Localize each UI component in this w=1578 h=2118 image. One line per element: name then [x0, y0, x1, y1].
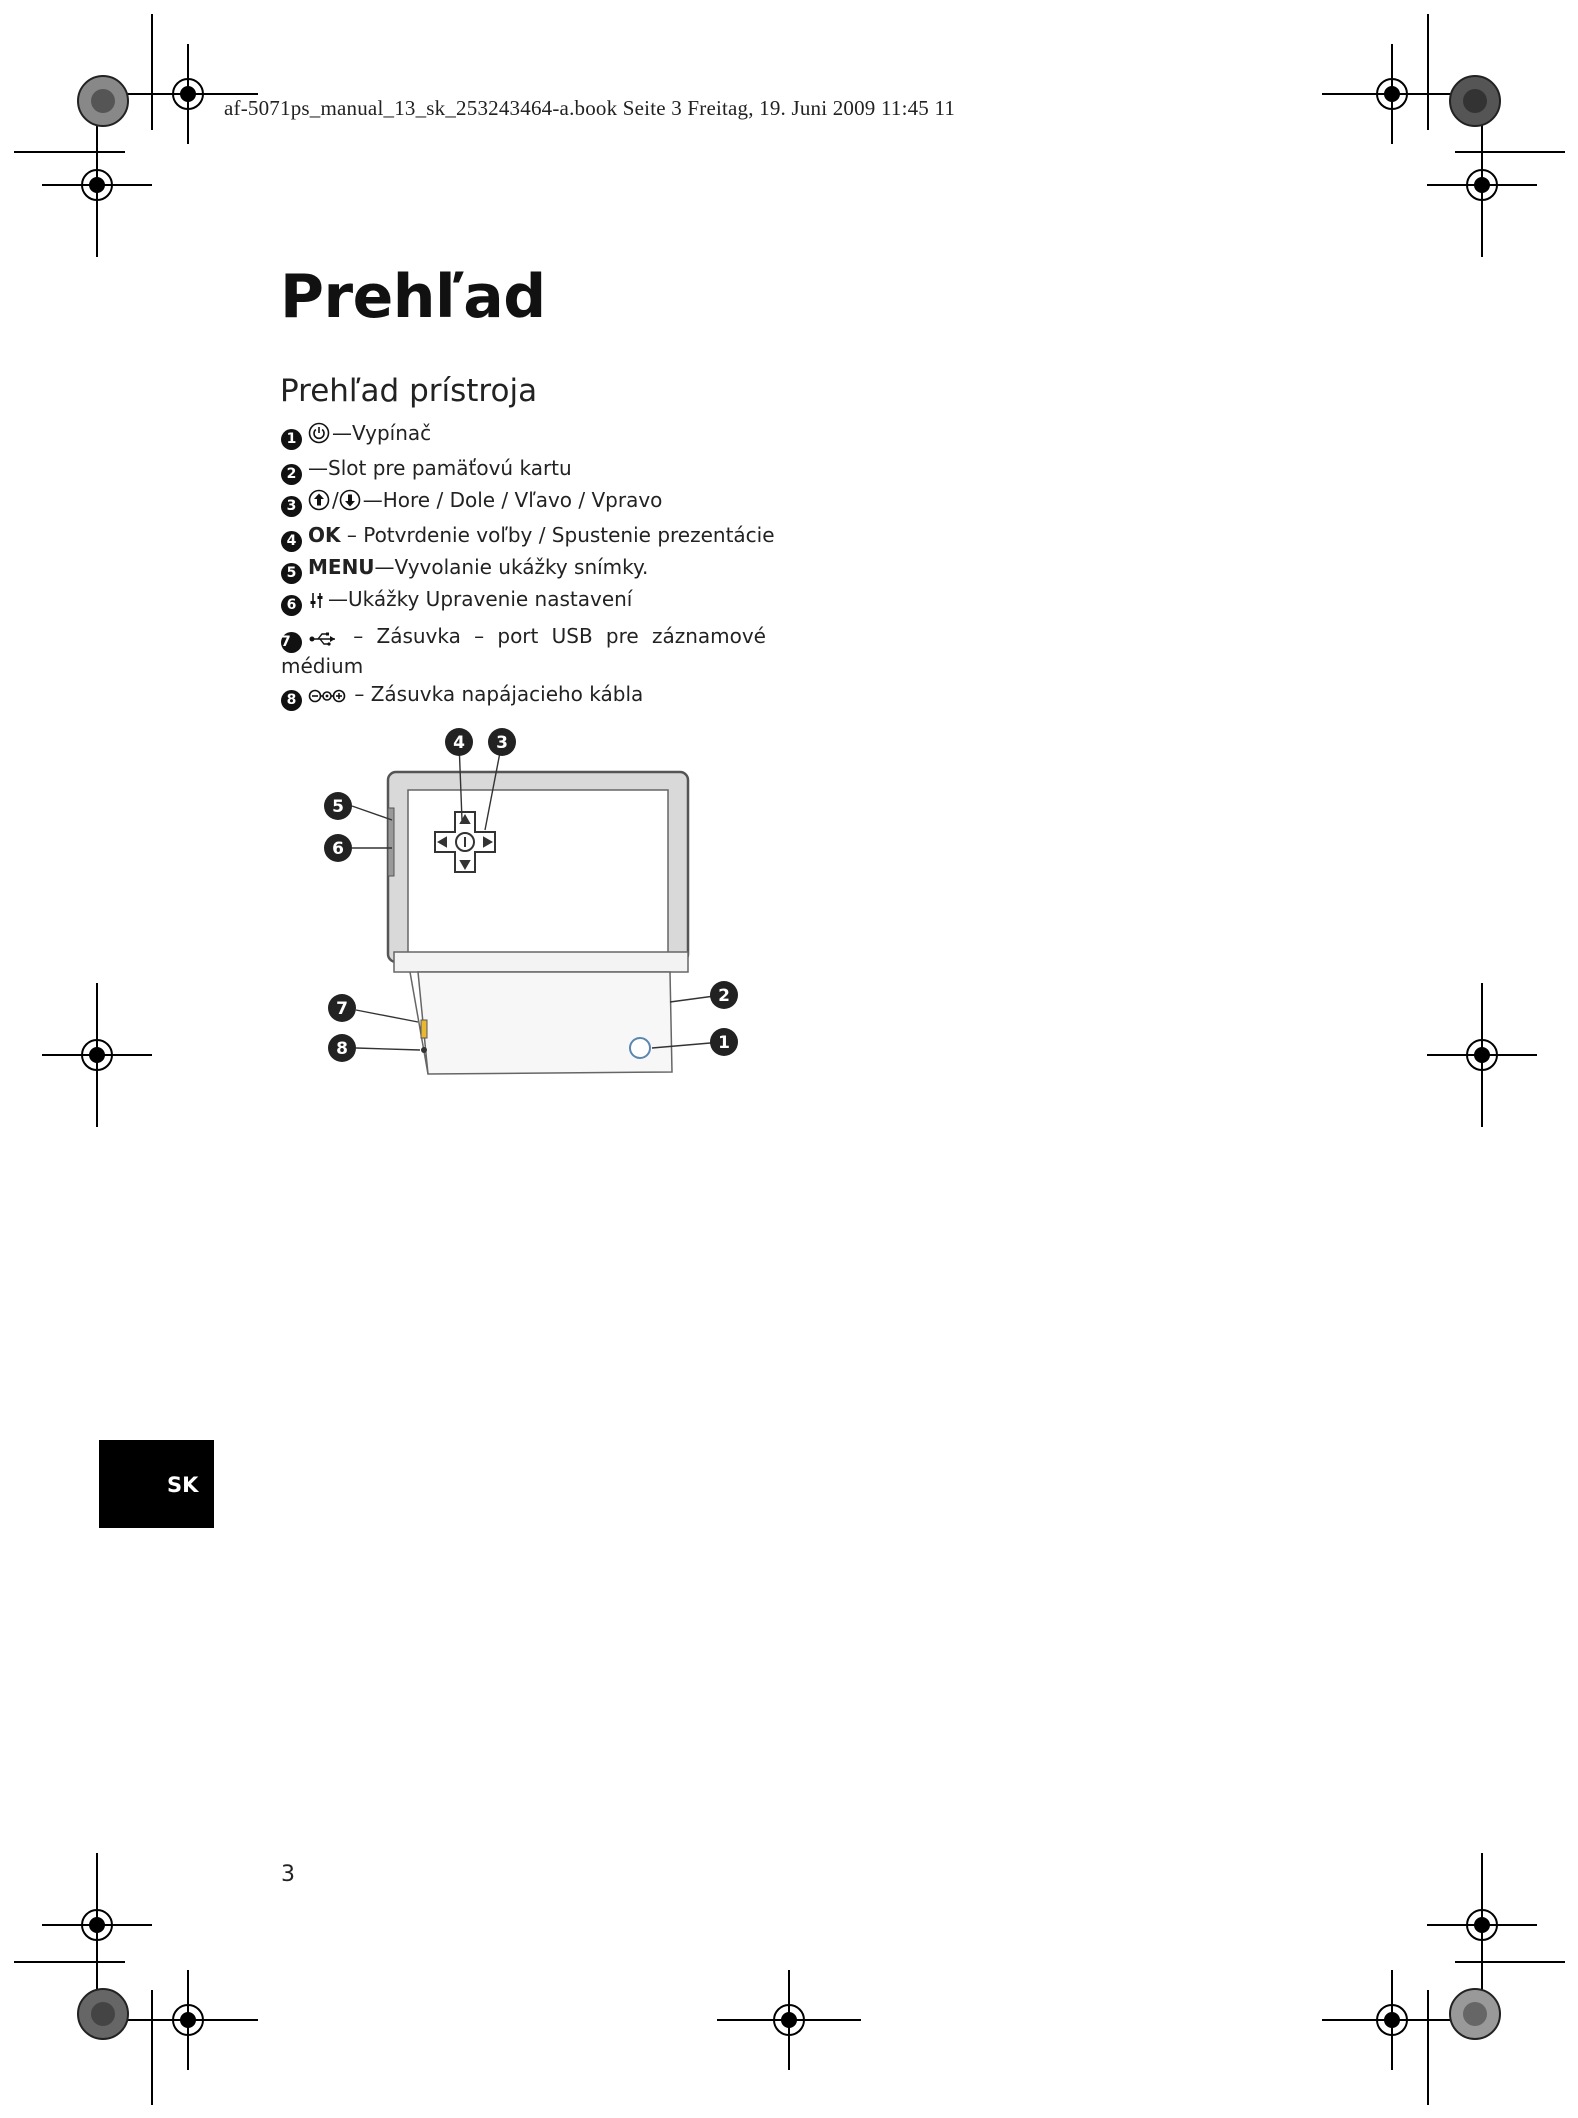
- frame-screen: [408, 790, 668, 954]
- up-arrow-icon: [308, 489, 330, 520]
- list-item: [281, 485, 766, 520]
- list-item: [281, 584, 766, 619]
- power-icon: [308, 422, 330, 453]
- callout-7: [328, 994, 356, 1022]
- frame-stand: [418, 972, 672, 1074]
- list-item: [281, 453, 766, 485]
- svg-text:2: 2: [718, 986, 730, 1006]
- list-item: [281, 679, 766, 714]
- list-item-text: – Zásuvka – port USB pre záznamové: [340, 624, 766, 648]
- list-item: [281, 552, 766, 584]
- language-tab: [99, 1440, 214, 1528]
- svg-text:3: 3: [496, 733, 508, 753]
- menu-key-label: MENU: [308, 555, 375, 579]
- device-parts-list: [281, 418, 775, 714]
- ok-key-label: OK: [308, 523, 341, 547]
- language-tab-label: SK: [167, 1473, 199, 1497]
- callout-8: [328, 1034, 356, 1062]
- list-item-text: —Slot pre pamäťovú kartu: [308, 456, 572, 480]
- list-item-text: —Hore / Dole / Vľavo / Vpravo: [362, 488, 663, 512]
- svg-text:6: 6: [332, 839, 344, 859]
- dc-power-icon: [308, 683, 346, 714]
- down-arrow-icon: [339, 489, 361, 520]
- callout-4: [445, 728, 473, 756]
- callout-5: [324, 792, 352, 820]
- callout-6: [324, 834, 352, 862]
- separator: /: [332, 488, 339, 512]
- frame-base-bar: [394, 952, 688, 972]
- print-header: af-5071ps_manual_13_sk_253243464-a.book Seite 3 Freitag, 19. Juni 2009 11:45 11: [224, 96, 956, 120]
- list-item-continuation: médium: [281, 654, 364, 678]
- svg-text:5: 5: [332, 797, 344, 817]
- callout-3: [488, 728, 516, 756]
- list-item-text: —Ukážky Upravenie nastavení: [328, 587, 633, 611]
- callout-number: 2: [281, 464, 302, 485]
- device-diagram: [300, 720, 760, 1090]
- power-button-icon: [630, 1038, 650, 1058]
- callout-number: 3: [281, 496, 302, 517]
- page-number: 3: [281, 1862, 295, 1887]
- callout-2: [710, 981, 738, 1009]
- callout-1: [710, 1028, 738, 1056]
- callout-number: 8: [281, 690, 302, 711]
- callout-number: 5: [281, 563, 302, 584]
- svg-text:1: 1: [718, 1033, 730, 1053]
- list-item: [281, 418, 766, 453]
- svg-text:8: 8: [336, 1039, 348, 1059]
- usb-icon: [308, 627, 338, 653]
- callout-number: 1: [281, 429, 302, 450]
- callout-number: 7: [281, 632, 302, 653]
- callout-number: 6: [281, 595, 302, 616]
- list-item-text: – Zásuvka napájacieho kábla: [348, 682, 644, 706]
- list-item-text: – Potvrdenie voľby / Spustenie prezentácie: [340, 523, 775, 547]
- svg-text:7: 7: [336, 999, 348, 1019]
- callout-number: 4: [281, 531, 302, 552]
- list-item: [281, 623, 766, 679]
- list-item-text: —Vyvolanie ukážky snímky.: [374, 555, 649, 579]
- section-subtitle: Prehľad prístroja: [280, 373, 538, 409]
- list-item: [281, 520, 775, 552]
- settings-icon: [308, 588, 326, 619]
- page-title: Prehľad: [280, 262, 546, 332]
- list-item-text: —Vypínač: [332, 421, 432, 445]
- svg-text:4: 4: [453, 733, 465, 753]
